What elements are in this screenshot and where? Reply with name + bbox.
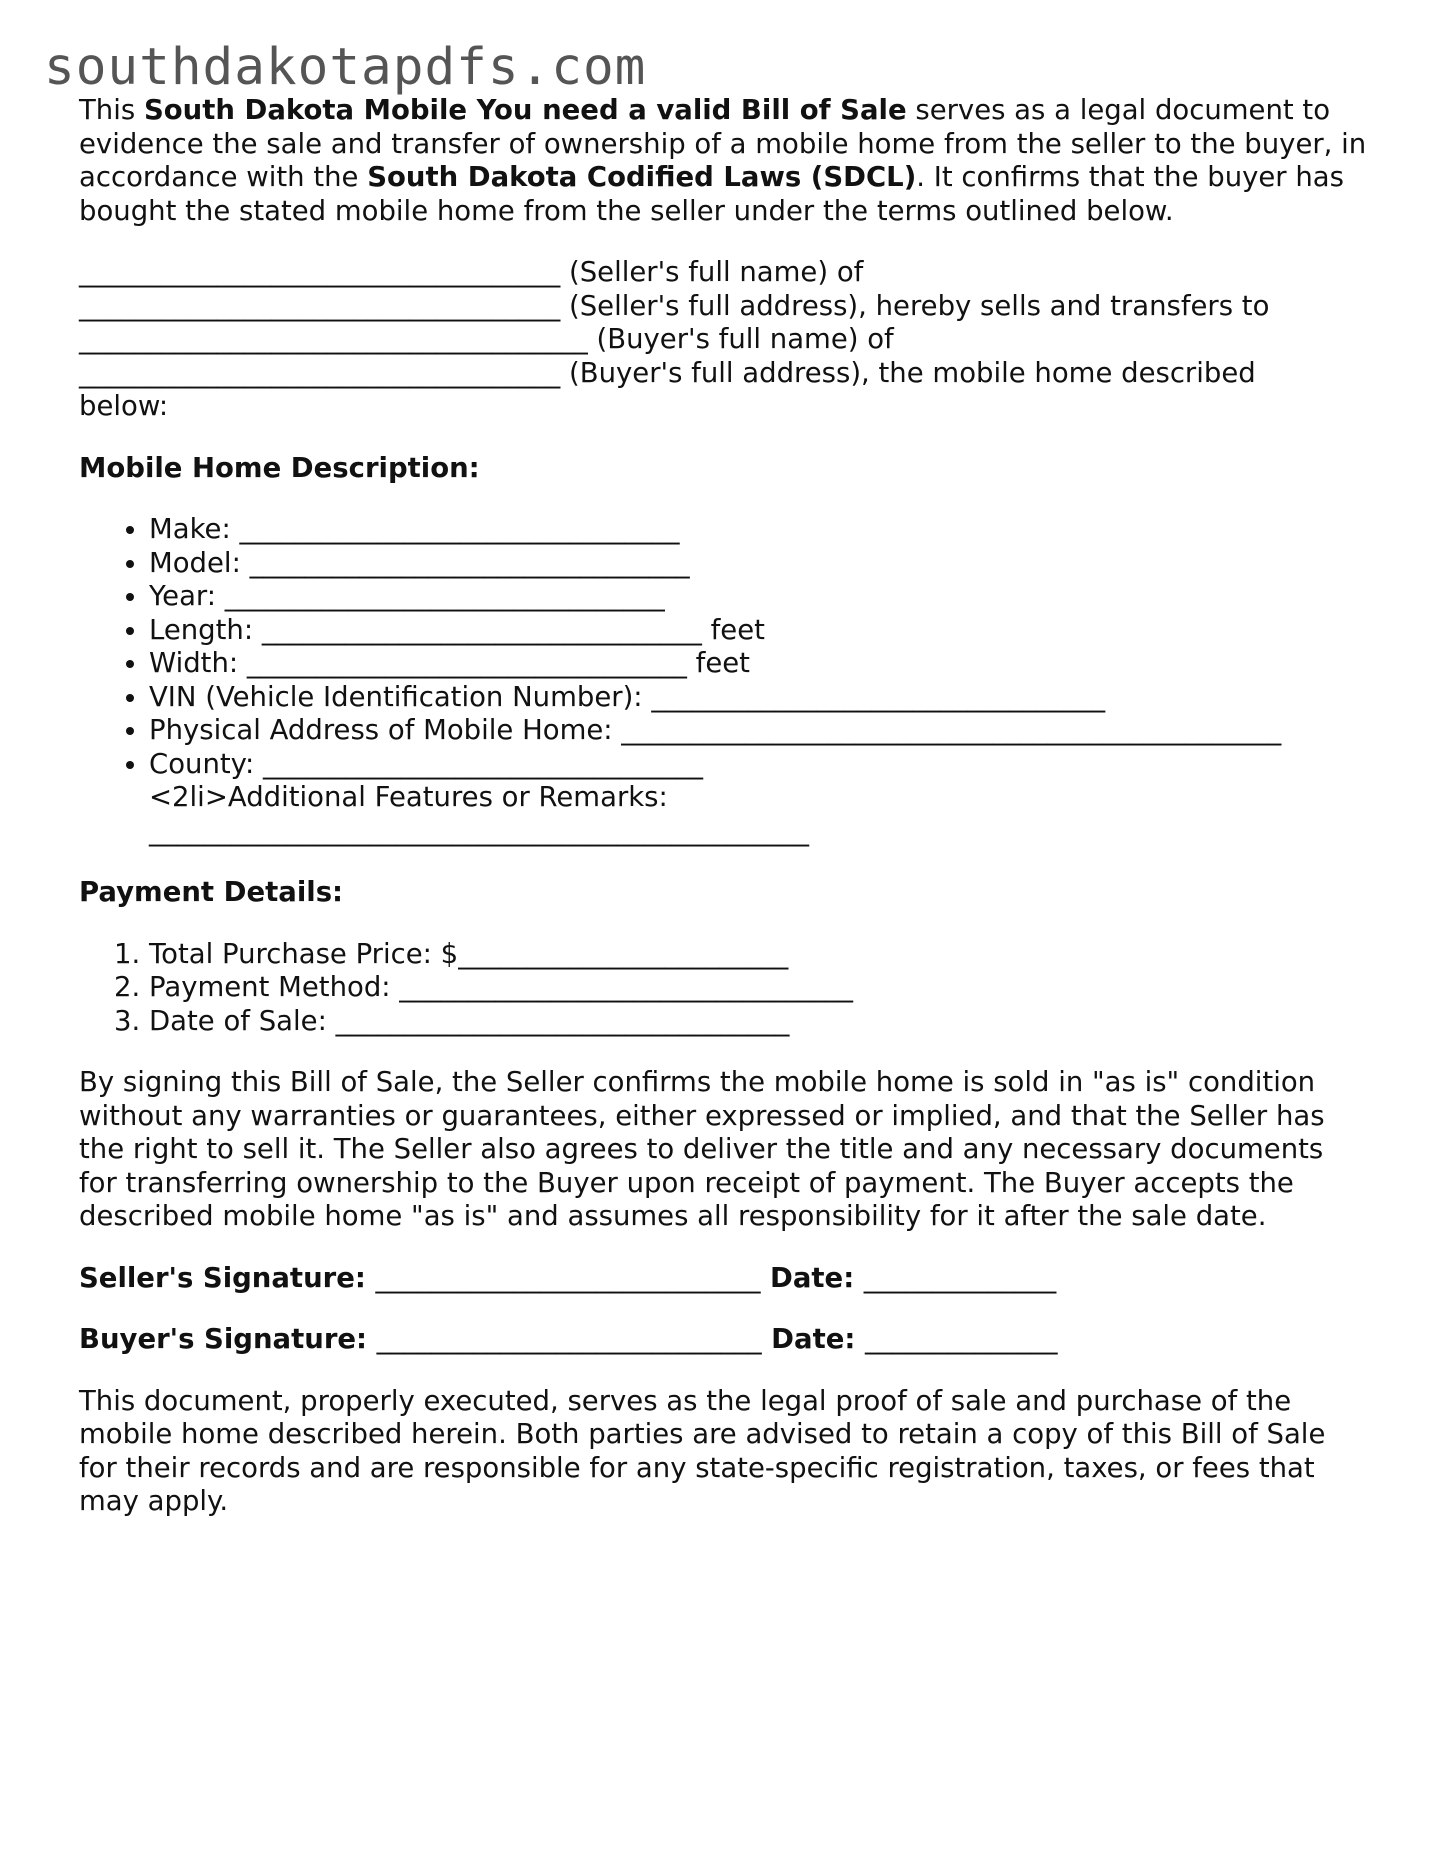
buyer-name-field[interactable]: _____________________________________ [79,323,588,355]
date-of-sale-label: Date of Sale: [149,1004,336,1037]
payment-method-field[interactable]: _________________________________ [399,971,854,1003]
year-label: Year: [149,580,225,612]
seller-date-field[interactable]: ______________ [863,1261,1057,1294]
physical-address-label: Physical Address of Mobile Home: [149,714,622,746]
list-item-date-of-sale [149,1005,1369,1039]
length-label: Length: [149,613,262,646]
buyer-address-field[interactable]: ___________________________________ [79,356,561,389]
buyer-signature-field[interactable]: ____________________________ [376,1323,762,1355]
purchase-price-label: Total Purchase Price: $ [149,937,459,970]
county-label: County: [149,747,263,780]
width-field[interactable]: ________________________________ [246,647,687,679]
width-label: Width: [149,647,247,679]
bill-of-sale-document [79,94,1369,1547]
seller-signature-line [79,1262,1369,1296]
purchase-price-field[interactable]: ________________________ [458,937,789,970]
buyer-signature-label: Buyer's Signature: [79,1323,377,1355]
buyer-name-label: (Buyer's full name) of [587,323,894,355]
additional-features-label: <2li>Additional Features or Remarks: [149,781,668,813]
year-field[interactable]: ________________________________ [224,580,665,612]
width-unit: feet [686,647,750,679]
intro-bold-title: South Dakota Mobile You need a valid Bill of Sale [143,94,907,126]
intro-paragraph [79,94,1369,228]
intro-text-2: serves as a legal document to evidence the sale and transfer of ownership of a mobile home from the seller to the buyer, in accordance with the [79,94,1367,193]
vin-field[interactable]: _________________________________ [651,680,1106,713]
additional-features-field[interactable]: ________________________________________________ [149,814,809,847]
vin-label: VIN (Vehicle Identification Number): [149,680,652,713]
intro-text-3: . It confirms that the buyer has bought the stated mobile home from the seller under the terms outlined below. [79,161,1344,227]
seller-name-label: (Seller's full name) of [560,256,864,288]
make-field[interactable]: ________________________________ [239,513,680,545]
list-item-make [149,513,1369,547]
buyer-address-line [79,357,1369,391]
list-item-length [149,614,1369,648]
seller-address-field[interactable]: ___________________________________ [79,289,561,322]
parties-end-line: below: [79,390,169,422]
model-field[interactable]: ________________________________ [249,546,690,579]
county-field[interactable]: ________________________________ [262,747,703,780]
description-heading: Mobile Home Description: [79,451,480,484]
buyer-date-field[interactable]: ______________ [864,1323,1058,1355]
list-item-vin [149,681,1369,715]
terms-paragraph: By signing this Bill of Sale, the Seller confirms the mobile home is sold in "as is" condition without any warranties or guarantees, either expressed or implied, and that the Seller has the right to sell it. The Seller also agrees to deliver the title and any necessary documents for transferring ownership to the Buyer upon receipt of payment. The Buyer accepts the described mobile home "as is" and assumes all responsibility for it after the sale date. [79,1066,1325,1232]
seller-address-label: (Seller's full address), hereby sells and transfers to [560,289,1270,322]
intro-text-1: This [79,94,144,126]
buyer-signature-line [79,1323,1369,1357]
seller-signature-label: Seller's Signature: [79,1261,376,1294]
list-item-additional-features [149,781,1369,848]
parties-section [79,256,1369,424]
buyer-address-label: (Buyer's full address), the mobile home described [560,356,1256,389]
length-field[interactable]: ________________________________ [261,613,702,646]
list-item-width [149,647,1369,681]
make-label: Make: [149,513,240,545]
payment-heading: Payment Details: [79,876,344,908]
payment-method-label: Payment Method: [149,971,400,1003]
length-unit: feet [701,613,765,646]
list-item-physical-address [149,714,1369,748]
list-item-county [149,748,1369,782]
date-of-sale-field[interactable]: _________________________________ [335,1004,790,1037]
closing-paragraph: This document, properly executed, serves as the legal proof of sale and purchase of the mobile home described herein. Both parties are advised to retain a copy of this Bill of Sale for their records and are responsible for any state-specific registration, taxes, or fees that may apply. [79,1384,1326,1517]
list-item-model [149,547,1369,581]
seller-name-line [79,256,1369,290]
model-label: Model: [149,546,250,579]
list-item-year [149,580,1369,614]
seller-date-label: Date: [760,1261,864,1294]
site-watermark: southdakotapdfs.com [44,38,647,97]
list-item-payment-method [149,971,1369,1005]
seller-address-line [79,290,1369,324]
buyer-name-line [79,323,1369,357]
physical-address-field[interactable]: ________________________________________________ [621,714,1282,746]
buyer-date-label: Date: [761,1323,865,1355]
intro-bold-law: South Dakota Codified Laws (SDCL) [367,161,917,193]
seller-signature-field[interactable]: ____________________________ [375,1261,761,1294]
payment-list [79,938,1369,1039]
description-list [79,513,1369,848]
list-item-purchase-price [149,938,1369,972]
seller-name-field[interactable]: ___________________________________ [79,256,561,288]
